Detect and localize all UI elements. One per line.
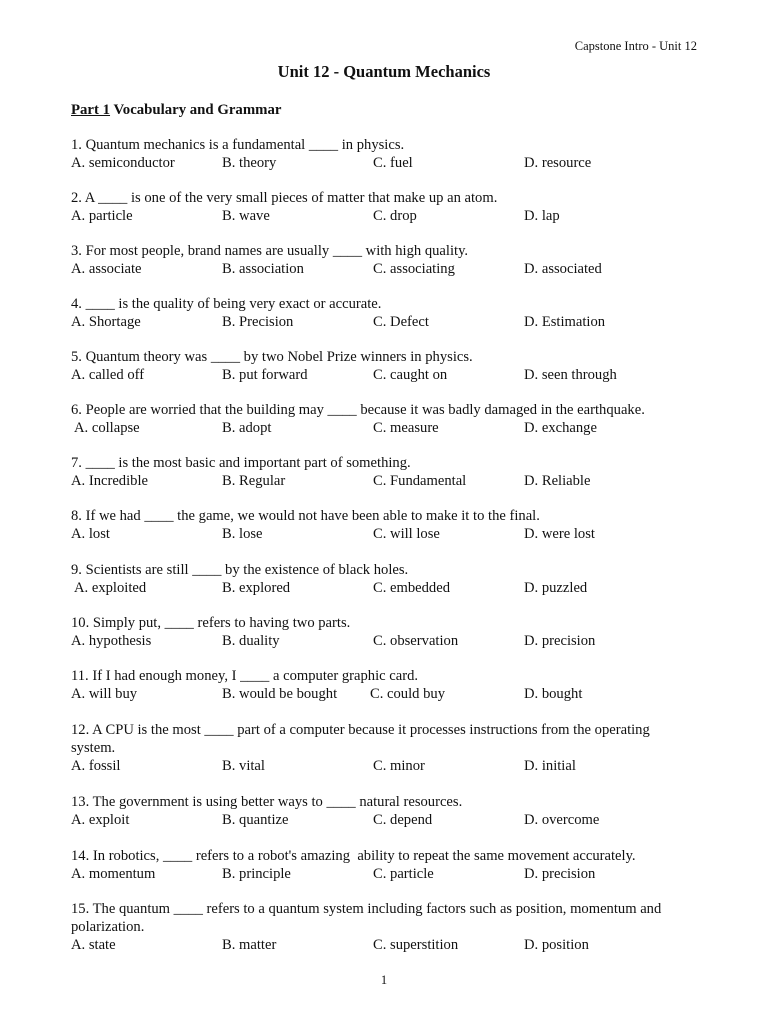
answer-options (71, 811, 691, 829)
option-b: B. Precision (222, 314, 294, 330)
question-3 (71, 242, 691, 278)
option-c: C. drop (373, 208, 417, 224)
answer-options (71, 579, 691, 597)
question-stem: 15. The quantum ____ refers to a quantum system including factors such as position, momentum and polarization. (71, 901, 665, 935)
question-6 (71, 401, 691, 437)
option-a: A. exploit (71, 812, 130, 828)
option-d: D. position (524, 937, 589, 953)
option-c: C. Fundamental (373, 473, 467, 489)
option-b: B. wave (222, 208, 270, 224)
question-2 (71, 189, 691, 225)
question-13 (71, 793, 691, 829)
option-a: A. state (71, 937, 116, 953)
question-stem: 5. Quantum theory was ____ by two Nobel Prize winners in physics. (71, 349, 473, 365)
option-d: D. bought (524, 686, 583, 702)
option-d: D. seen through (524, 367, 617, 383)
option-d: D. precision (524, 866, 596, 882)
option-c: C. depend (373, 812, 433, 828)
answer-options (71, 757, 691, 775)
question-15 (71, 900, 691, 954)
option-c: C. particle (373, 866, 434, 882)
question-stem: 13. The government is using better ways to ____ natural resources. (71, 794, 463, 810)
option-d: D. Reliable (524, 473, 591, 489)
option-d: D. lap (524, 208, 560, 224)
option-b: B. principle (222, 866, 291, 882)
option-c: C. will lose (373, 526, 440, 542)
option-b: B. would be bought (222, 686, 338, 702)
option-d: D. associated (524, 261, 602, 277)
question-11 (71, 667, 691, 703)
option-a: A. Shortage (71, 314, 141, 330)
answer-options (71, 419, 691, 437)
header-course-label: Capstone Intro - Unit 12 (574, 39, 697, 53)
option-b: B. adopt (222, 420, 272, 436)
question-8 (71, 507, 691, 543)
option-a: A. collapse (74, 420, 140, 436)
answer-options (71, 154, 691, 172)
option-a: A. will buy (71, 686, 138, 702)
option-c: C. minor (373, 758, 425, 774)
answer-options (71, 260, 691, 278)
question-stem: 8. If we had ____ the game, we would not have been able to make it to the final. (71, 508, 540, 524)
part-heading-text: Vocabulary and Grammar (110, 102, 282, 118)
option-c: C. associating (373, 261, 455, 277)
option-d: D. overcome (524, 812, 600, 828)
answer-options (71, 685, 691, 703)
question-stem: 6. People are worried that the building may ____ because it was badly damaged in the earthquake. (71, 402, 645, 418)
option-b: B. put forward (222, 367, 308, 383)
option-b: B. vital (222, 758, 265, 774)
option-d: D. Estimation (524, 314, 606, 330)
question-14 (71, 847, 691, 883)
option-b: B. quantize (222, 812, 289, 828)
page-number: 1 (380, 973, 388, 987)
option-a: A. lost (71, 526, 110, 542)
option-b: B. lose (222, 526, 263, 542)
option-c: C. measure (373, 420, 439, 436)
option-a: A. associate (71, 261, 142, 277)
option-a: A. exploited (74, 580, 147, 596)
answer-options (71, 865, 691, 883)
answer-options (71, 366, 691, 384)
part-heading (71, 101, 281, 119)
question-stem: 2. A ____ is one of the very small pieces of matter that make up an atom. (71, 190, 498, 206)
question-stem: 7. ____ is the most basic and important part of something. (71, 455, 411, 471)
question-stem: 12. A CPU is the most ____ part of a computer because it processes instructions from the operating system. (71, 722, 654, 756)
question-stem: 3. For most people, brand names are usually ____ with high quality. (71, 243, 469, 259)
option-d: D. initial (524, 758, 576, 774)
part-label: Part 1 (71, 102, 111, 118)
option-c: C. observation (373, 633, 459, 649)
question-list (71, 136, 691, 954)
option-c: C. Defect (373, 314, 429, 330)
answer-options (71, 207, 691, 225)
option-b: B. explored (222, 580, 291, 596)
option-d: D. exchange (524, 420, 597, 436)
option-b: B. matter (222, 937, 277, 953)
option-a: A. called off (71, 367, 145, 383)
question-4 (71, 295, 691, 331)
option-a: A. Incredible (71, 473, 148, 489)
page-title: Unit 12 - Quantum Mechanics (277, 62, 491, 81)
question-stem: 14. In robotics, ____ refers to a robot's amazing ability to repeat the same movement accurately. (71, 848, 636, 864)
answer-options (71, 632, 691, 650)
answer-options (71, 525, 691, 543)
option-c: C. could buy (370, 686, 445, 702)
question-9 (71, 561, 691, 597)
option-a: A. particle (71, 208, 133, 224)
option-c: C. fuel (373, 155, 413, 171)
option-d: D. precision (524, 633, 596, 649)
question-stem: 4. ____ is the quality of being very exact or accurate. (71, 296, 382, 312)
option-b: B. duality (222, 633, 280, 649)
question-12 (71, 721, 691, 775)
answer-options (71, 472, 691, 490)
question-stem: 11. If I had enough money, I ____ a computer graphic card. (71, 668, 419, 684)
option-c: C. superstition (373, 937, 459, 953)
question-10 (71, 614, 691, 650)
answer-options (71, 313, 691, 331)
question-5 (71, 348, 691, 384)
option-c: C. caught on (373, 367, 448, 383)
option-b: B. Regular (222, 473, 286, 489)
answer-options (71, 936, 691, 954)
question-1 (71, 136, 691, 172)
option-a: A. hypothesis (71, 633, 152, 649)
option-d: D. were lost (524, 526, 595, 542)
question-stem: 10. Simply put, ____ refers to having two parts. (71, 615, 351, 631)
option-a: A. momentum (71, 866, 156, 882)
question-7 (71, 454, 691, 490)
option-c: C. embedded (373, 580, 451, 596)
option-d: D. puzzled (524, 580, 588, 596)
option-a: A. semiconductor (71, 155, 175, 171)
option-a: A. fossil (71, 758, 121, 774)
option-d: D. resource (524, 155, 592, 171)
option-b: B. association (222, 261, 304, 277)
question-stem: 9. Scientists are still ____ by the existence of black holes. (71, 562, 409, 578)
question-stem: 1. Quantum mechanics is a fundamental ____ in physics. (71, 137, 405, 153)
option-b: B. theory (222, 155, 277, 171)
